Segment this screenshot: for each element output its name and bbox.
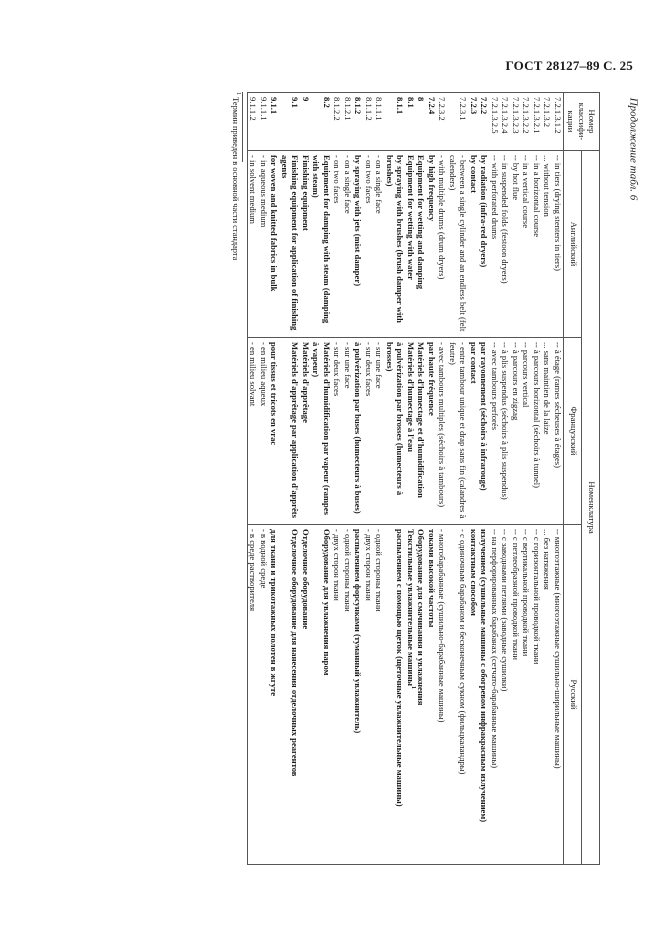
cell-text: 8.1.2	[353, 97, 364, 115]
cell-code	[269, 93, 279, 151]
cell-text: -- avec tambours perforés	[489, 342, 500, 431]
cell-ru	[311, 525, 332, 865]
cell-text: - в среде растворителя	[248, 529, 259, 612]
cell-en	[521, 151, 531, 338]
cell-text: ... without tension	[542, 155, 553, 217]
cell-text: par rayonnement (séchoirs à infrarouge)	[479, 342, 490, 491]
cell-text: - en milieu aqueux	[258, 342, 269, 407]
table-row	[342, 93, 352, 865]
cell-code	[259, 93, 269, 151]
cell-text: Finishing equipment for application of finishing agents	[279, 155, 301, 331]
cell-text: Matériels d'apprêtage par application d'apprêts	[290, 342, 301, 519]
cell-text: - in aqueous medium	[258, 155, 269, 228]
cell-fr	[300, 338, 310, 525]
cell-fr	[342, 338, 352, 525]
cell-code	[552, 93, 563, 151]
cell-text: - многобарабанные (сушильно-барабанные машины)	[437, 529, 448, 723]
cell-en	[353, 151, 363, 338]
cell-ru	[416, 525, 426, 865]
cell-en	[542, 151, 552, 338]
cell-text: 7.2.1.3.2	[542, 97, 553, 128]
cell-en	[311, 151, 332, 338]
cell-ru	[437, 525, 447, 865]
cell-text: 9.1.1.2	[248, 97, 259, 121]
cell-text: 7.2.1.3.2.2	[521, 97, 532, 134]
cell-fr	[447, 338, 468, 525]
cell-en	[332, 151, 342, 338]
table-row	[479, 93, 489, 865]
cell-text: 8.1.1	[395, 97, 406, 115]
cell-text: - entre tambour unique et drap sans fin (calandres à feutre)	[447, 342, 469, 519]
cell-en	[300, 151, 310, 338]
cell-text: - sur deux faces	[332, 342, 343, 397]
cell-text: -- with perforated drums	[489, 155, 500, 240]
cell-text: Оборудование для смачивания и увлажнения	[416, 529, 427, 706]
table-row	[300, 93, 310, 865]
cell-en	[374, 151, 384, 338]
cell-code	[426, 93, 436, 151]
cell-code	[353, 93, 363, 151]
cell-text: -- in a vertical course	[521, 155, 532, 229]
cell-fr	[248, 338, 259, 525]
table-row	[374, 93, 384, 865]
cell-text: -- à parcours en zigzag	[510, 342, 521, 421]
cell-code	[300, 93, 310, 151]
cell-ru	[426, 525, 436, 865]
cell-text: 8.1	[405, 97, 416, 108]
table-body	[248, 93, 564, 865]
cell-en	[437, 151, 447, 338]
cell-text: 7.2.3.2	[437, 97, 448, 121]
cell-fr	[500, 338, 510, 525]
table-row	[405, 93, 415, 865]
cell-ru	[353, 525, 363, 865]
cell-text: Equipment for damping with steam (damping with steam)	[311, 155, 332, 324]
cell-fr	[353, 338, 363, 525]
cell-text: 7.2.3	[468, 97, 479, 115]
header-nomenclature: Номенклатура	[581, 151, 599, 865]
cell-text: -- à parcours horizontal (séchoirs à tunnel)	[531, 342, 542, 489]
cell-ru	[342, 525, 352, 865]
table-row	[447, 93, 468, 865]
cell-text: -- с вертикальной проводкой ткани	[521, 529, 532, 657]
cell-text: токами высокой частоты	[426, 529, 437, 628]
cell-en	[552, 151, 563, 338]
cell-text: par contact	[468, 342, 479, 384]
cell-en	[342, 151, 352, 338]
table-row	[426, 93, 436, 865]
cell-text: -- à plis suspendus (séchoirs à plis suspendus)	[500, 342, 511, 500]
cell-text: - в водной среде	[258, 529, 269, 589]
cell-fr	[510, 338, 520, 525]
cell-text: - on a single face	[342, 155, 353, 214]
cell-code	[405, 93, 415, 151]
cell-ru	[552, 525, 563, 865]
cell-code	[342, 93, 352, 151]
continuation-label	[624, 84, 642, 214]
table-row	[332, 93, 342, 865]
footnote	[231, 92, 241, 864]
table-row	[416, 93, 426, 865]
cell-fr	[542, 338, 552, 525]
cell-text: 8.2	[321, 97, 332, 108]
cell-text: par haute fréquence	[426, 342, 437, 416]
cell-text: -- с горизонтальной проводкой ткани	[531, 529, 542, 665]
cell-text: by contact	[468, 155, 479, 193]
cell-text: 7.2.1.3.2.4	[500, 97, 511, 134]
cell-text: 7.2.3.1	[458, 97, 469, 121]
cell-fr	[489, 338, 499, 525]
cell-text: Matériels d'humectage et d'humidification	[416, 342, 427, 498]
cell-text: à pulvérization par buses (humecteurs à buses)	[353, 342, 364, 514]
cell-text: by high frequency	[426, 155, 437, 222]
cell-en	[279, 151, 300, 338]
cell-text: - sur deux faces	[363, 342, 374, 397]
cell-text: - on two faces	[332, 155, 343, 204]
cell-code	[311, 93, 332, 151]
cell-text: by spraying with brushes (brush damper with brushes)	[384, 155, 406, 323]
cell-fr	[468, 338, 478, 525]
cell-text: -- in suspended folds (festoon dryers)	[500, 155, 511, 284]
cell-text: - sur une face	[342, 342, 353, 389]
cell-code	[384, 93, 405, 151]
cell-text: 8.1.1.2	[363, 97, 374, 121]
cell-code	[479, 93, 489, 151]
cell-fr	[259, 338, 269, 525]
table-row	[279, 93, 300, 865]
cell-text: 7.2.4	[426, 97, 437, 115]
cell-ru	[405, 525, 415, 865]
cell-en	[531, 151, 541, 338]
cell-text: -- in tiers (drying stenters in tiers)	[552, 155, 563, 271]
cell-text: - on two faces	[363, 155, 374, 204]
cell-code	[531, 93, 541, 151]
cell-text: - одной стороны ткани	[374, 529, 385, 612]
cell-text: 7.2.1.3.2.3	[510, 97, 521, 134]
cell-fr	[374, 338, 384, 525]
cell-fr	[552, 338, 563, 525]
cell-text: - с одиночным барабаном и бесконечным сукном (фильцкаландры)	[458, 529, 469, 775]
cell-text: Текстильные увлажнительные машины	[405, 529, 416, 686]
cell-code	[489, 93, 499, 151]
footnote-text: Термин приведен в основной части стандарта	[231, 95, 241, 261]
cell-text: pour tissus et tricots en vrac	[269, 342, 280, 446]
cell-text: 7.2.1.3.1.2	[552, 97, 563, 134]
cell-en	[447, 151, 468, 338]
table-row	[489, 93, 499, 865]
header-english: Английский	[563, 151, 581, 338]
cell-text: ... sans maintien de la laize	[542, 342, 553, 435]
table-row	[552, 93, 563, 865]
cell-ru	[363, 525, 373, 865]
cell-ru	[300, 525, 310, 865]
cell-text: Equipment for wetting with water	[405, 155, 416, 280]
cell-en	[468, 151, 478, 338]
cell-en	[405, 151, 415, 338]
cell-text: 8.1.2.1	[342, 97, 353, 121]
cell-code	[468, 93, 478, 151]
table-row	[521, 93, 531, 865]
cell-ru	[521, 525, 531, 865]
cell-code	[363, 93, 373, 151]
cell-ru	[259, 525, 269, 865]
table-row	[500, 93, 510, 865]
cell-text: Finishing equipment	[300, 155, 311, 231]
cell-code	[374, 93, 384, 151]
cell-fr	[479, 338, 489, 525]
cell-fr	[437, 338, 447, 525]
cell-en	[269, 151, 279, 338]
cell-text: Отделочное оборудование для нанесения отделочных реагентов	[290, 529, 301, 777]
cell-text: - between a single cylinder and an endless belt (felt calenders)	[447, 155, 469, 332]
table-row	[510, 93, 520, 865]
page-header: ГОСТ 28127–89 С. 25	[505, 58, 633, 73]
table-row	[311, 93, 332, 865]
cell-text: ... без натяжения	[542, 529, 553, 590]
cell-text: 7.2.1.3.2.5	[489, 97, 500, 134]
cell-ru	[500, 525, 510, 865]
cell-en	[363, 151, 373, 338]
cell-text: 9.1	[290, 97, 301, 108]
cell-text: - двух сторон ткани	[363, 529, 374, 601]
cell-ru	[468, 525, 478, 865]
table-row	[248, 93, 259, 865]
cell-code	[332, 93, 342, 151]
cell-ru	[332, 525, 342, 865]
cell-text: à pulvérization par brosses (humecteurs à brosses)	[384, 342, 406, 496]
cell-code	[279, 93, 300, 151]
footnote-rule	[242, 92, 243, 162]
cell-text: -- à étage (rames sécheuses à étages)	[552, 342, 563, 468]
continuation-text: Продолжение табл. 6	[627, 97, 640, 201]
table-row	[531, 93, 541, 865]
cell-ru	[248, 525, 259, 865]
cell-text: Оборудование для увлажнения паром	[321, 529, 332, 676]
table-row	[353, 93, 363, 865]
cell-fr	[269, 338, 279, 525]
cell-fr	[416, 338, 426, 525]
nomenclature-table	[247, 92, 600, 865]
cell-en	[500, 151, 510, 338]
cell-fr	[405, 338, 415, 525]
cell-en	[426, 151, 436, 338]
cell-text: - in solvent medium	[248, 155, 259, 224]
rotated-table-area	[66, 92, 600, 864]
header-russian: Русский	[563, 525, 581, 865]
cell-text: 8	[416, 97, 427, 102]
cell-fr	[531, 338, 541, 525]
footnote-ref: 1	[409, 686, 416, 689]
cell-text: 9.1.1	[269, 97, 280, 115]
cell-ru	[479, 525, 489, 865]
cell-text: для ткани и трикотажных полотен в жгуте	[269, 529, 280, 697]
cell-text: 7.2.2	[479, 97, 490, 115]
cell-ru	[531, 525, 541, 865]
cell-text: -- с петлеобразной проводкой ткани	[510, 529, 521, 660]
cell-en	[384, 151, 405, 338]
cell-text: 8.1.2.2	[332, 97, 343, 121]
cell-en	[489, 151, 499, 338]
cell-text: Matériels d'apprêtage	[300, 342, 311, 423]
cell-text: распылением форсунками (туманный увлажнитель)	[353, 529, 364, 734]
cell-ru	[279, 525, 300, 865]
cell-code	[248, 93, 259, 151]
cell-code	[437, 93, 447, 151]
cell-text: - sur une face	[374, 342, 385, 389]
cell-text: for woven and knitted fabrics in bulk	[269, 155, 280, 292]
table-row	[542, 93, 552, 865]
cell-text: Отделочное оборудование	[300, 529, 311, 630]
cell-ru	[489, 525, 499, 865]
table-row	[437, 93, 447, 865]
cell-text: 9.1.1.1	[258, 97, 269, 121]
cell-code	[416, 93, 426, 151]
cell-text: - одной стороны ткани	[342, 529, 353, 612]
cell-text: контактным способом	[468, 529, 479, 616]
cell-fr	[311, 338, 332, 525]
cell-text: - on a single face	[374, 155, 385, 214]
table-row	[384, 93, 405, 865]
table-row	[259, 93, 269, 865]
cell-fr	[279, 338, 300, 525]
cell-fr	[384, 338, 405, 525]
cell-text: - двух сторон ткани	[332, 529, 343, 601]
cell-text: 7.2.1.3.2.1	[531, 97, 542, 134]
cell-code	[500, 93, 510, 151]
cell-text: -- на перфорированных барабанах (сетчато-барабанные машины)	[489, 529, 500, 769]
cell-text: - avec tambours multiples (séchoirs à tambours)	[437, 342, 448, 508]
cell-text: -- многоэтажные (многоэтажные сушильно-ширильные машины)	[552, 529, 563, 769]
cell-text: распылением с помощью щеток (щеточные увлажнительные машины)	[395, 529, 406, 807]
cell-ru	[384, 525, 405, 865]
table-row	[269, 93, 279, 865]
cell-text: Equipment for wetting and damping	[416, 155, 427, 290]
cell-ru	[510, 525, 520, 865]
cell-text: by radiation (infra-red dryers)	[479, 155, 490, 268]
header-code: Номер классифи- кации	[563, 93, 599, 151]
cell-text: Matériels d'humectage à l'eau	[405, 342, 416, 453]
cell-text: -- in a horizontal course	[531, 155, 542, 238]
table-row	[468, 93, 478, 865]
cell-fr	[426, 338, 436, 525]
cell-fr	[521, 338, 531, 525]
cell-text: -- parcours vertical	[521, 342, 532, 408]
cell-code	[521, 93, 531, 151]
cell-code	[542, 93, 552, 151]
cell-text: - with multiple drums (drum dryers)	[437, 155, 448, 280]
footnote-mark: 1	[235, 92, 242, 95]
cell-en	[259, 151, 269, 338]
cell-text: Matériels d'humidification par vapeur (rampes à vapeur)	[311, 342, 332, 515]
table-row	[363, 93, 373, 865]
cell-ru	[269, 525, 279, 865]
cell-text: излучением (сушильные машины с обогревом инфракрасным излучением)	[479, 529, 490, 823]
cell-ru	[542, 525, 552, 865]
cell-text: 9	[300, 97, 311, 102]
cell-text: -- by hot flue	[510, 155, 521, 201]
cell-en	[479, 151, 489, 338]
cell-en	[416, 151, 426, 338]
cell-en	[248, 151, 259, 338]
header-french: Французский	[563, 338, 581, 525]
cell-text: -- с заводными петлями (заводные сушилки)	[500, 529, 511, 692]
cell-en	[510, 151, 520, 338]
cell-text: 8.1.1.1	[374, 97, 385, 121]
cell-code	[510, 93, 520, 151]
cell-ru	[374, 525, 384, 865]
cell-text: by spraying with jets (mist damper)	[353, 155, 364, 287]
cell-text: - en milieu solvant	[248, 342, 259, 407]
table-landscape	[66, 92, 600, 864]
cell-ru	[447, 525, 468, 865]
cell-fr	[332, 338, 342, 525]
cell-code	[447, 93, 468, 151]
cell-fr	[363, 338, 373, 525]
